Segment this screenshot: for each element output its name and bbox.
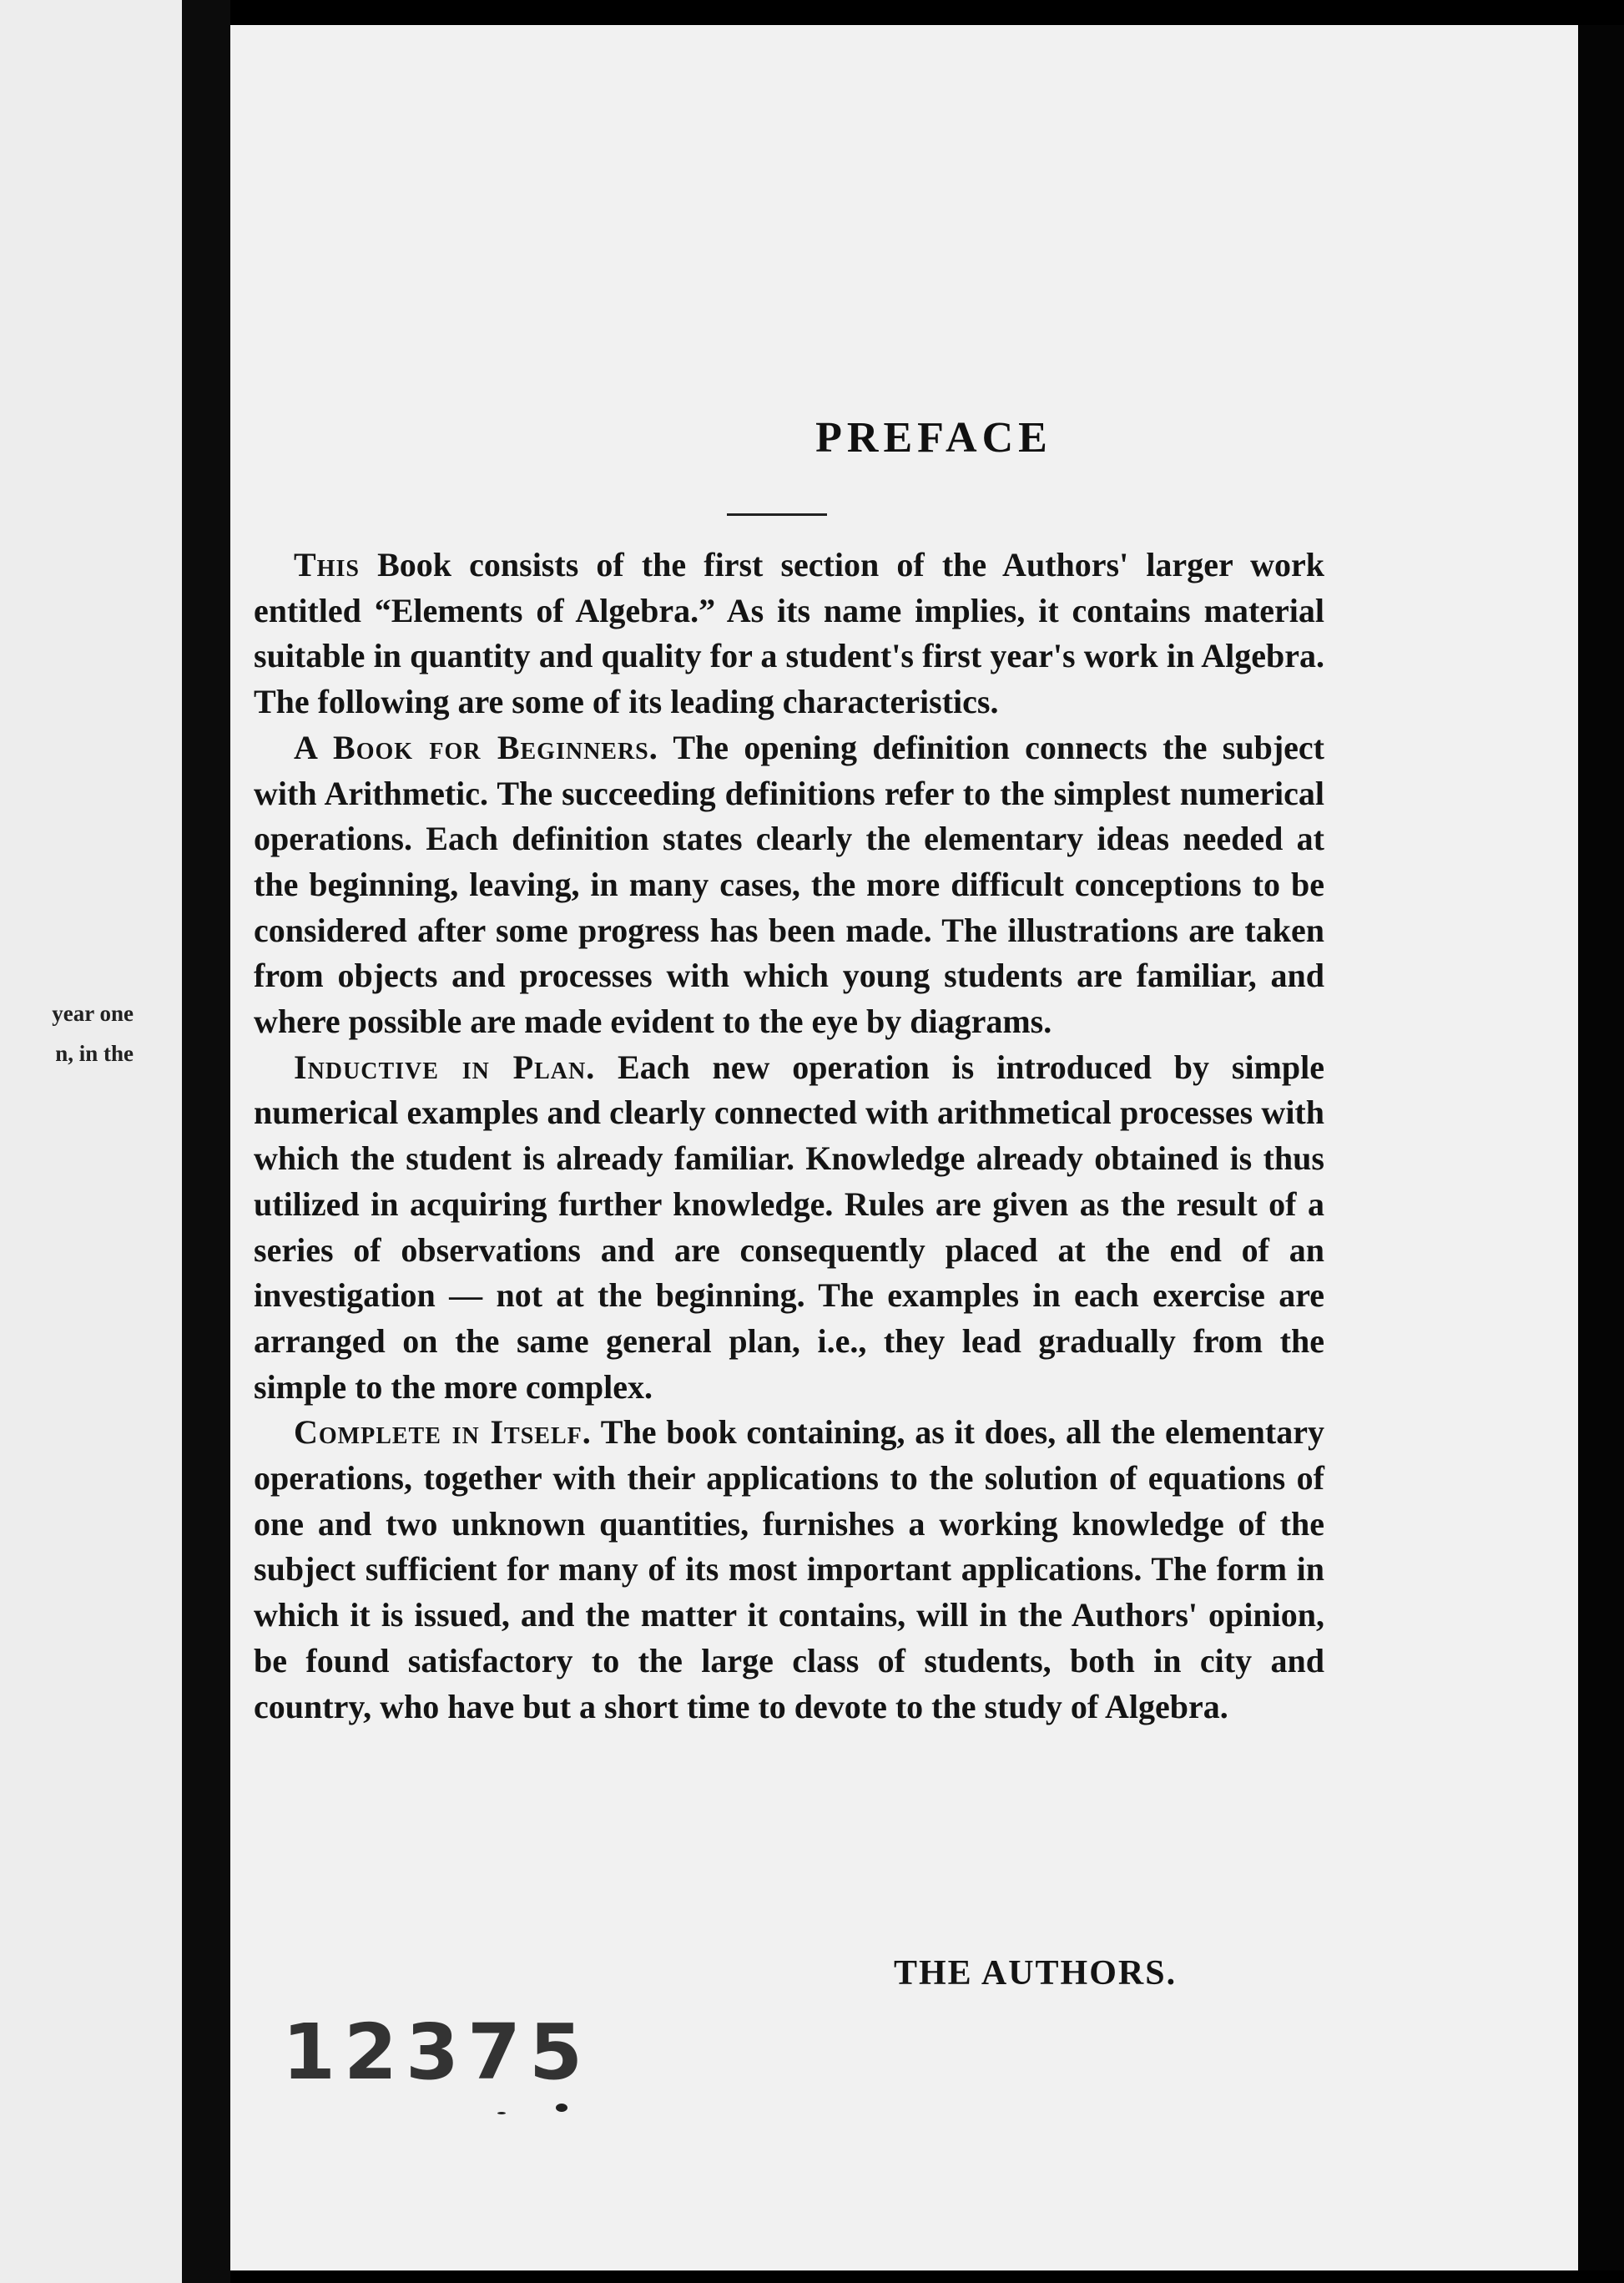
ink-blot <box>497 2112 506 2114</box>
preface-page <box>230 25 1578 2270</box>
paragraph-lead: Inductive in Plan. <box>294 1048 596 1086</box>
left-page-fragment <box>0 993 134 1073</box>
book-gutter <box>182 0 230 2283</box>
paragraph-intro <box>254 543 1324 725</box>
signature: THE AUTHORS. <box>894 1954 1178 1993</box>
paragraph-text: The opening definition connects the subject with Arithmetic. The succeeding definitions refer to the simplest numerical operations. Each definition states clearly the elementary ideas needed at the beginning, leaving, in many cases, the more difficult conceptions to be considered after some progress has been made. The illustrations are taken from objects and processes with which young students are familiar, and where possible are made evident to the eye by diagrams. <box>254 728 1324 1041</box>
paragraph-lead: This <box>294 546 360 583</box>
paragraph-inductive <box>254 1045 1324 1411</box>
ink-blot <box>556 2104 567 2112</box>
paragraph-text: The book containing, as it does, all the elementary operations, together with their applications to the solution of equations of one and two unknown quantities, furnishes a working knowledge of the subject sufficient for many of its most important applications. The form in which it is issued, and the matter it contains, will in the Authors' opinion, be found satisfactory to the large class of students, both in city and country, who have but a short time to devote to the study of Algebra. <box>254 1413 1324 1725</box>
preface-body <box>254 543 1324 1730</box>
paragraph-beginners <box>254 725 1324 1045</box>
accession-stamp: 12375 <box>282 2008 592 2097</box>
left-fragment-line-2: n, in the <box>55 1041 134 1066</box>
left-fragment-line-1: year one <box>52 1001 134 1026</box>
paragraph-text: Book consists of the first section of the Authors' larger work entitled “Elements of Algebra.” As its name implies, it contains material suitable in quantity and quality for a student's first year's work in Algebra. The following are some of its leading characteristics. <box>254 546 1324 721</box>
title-divider <box>727 513 827 516</box>
page-edge <box>1578 25 1624 2270</box>
paragraph-lead: Complete in Itself. <box>294 1413 592 1452</box>
paragraph-lead: A Book for Beginners. <box>294 728 658 766</box>
paragraph-text: Each new operation is introduced by simple numerical examples and clearly connected with arithmetical processes with which the student is already familiar. Knowledge already obtained is thus utilized in acquiring further knowledge. Rules are given as the result of a series of observations and are consequently placed at the end of an investigation — not at the beginning. The examples in each exercise are arranged on the same general plan, i.e., they lead gradually from the simple to the more complex. <box>254 1048 1324 1406</box>
paragraph-complete <box>254 1410 1324 1730</box>
page-title: PREFACE <box>815 414 1052 462</box>
left-facing-page <box>0 0 182 2283</box>
